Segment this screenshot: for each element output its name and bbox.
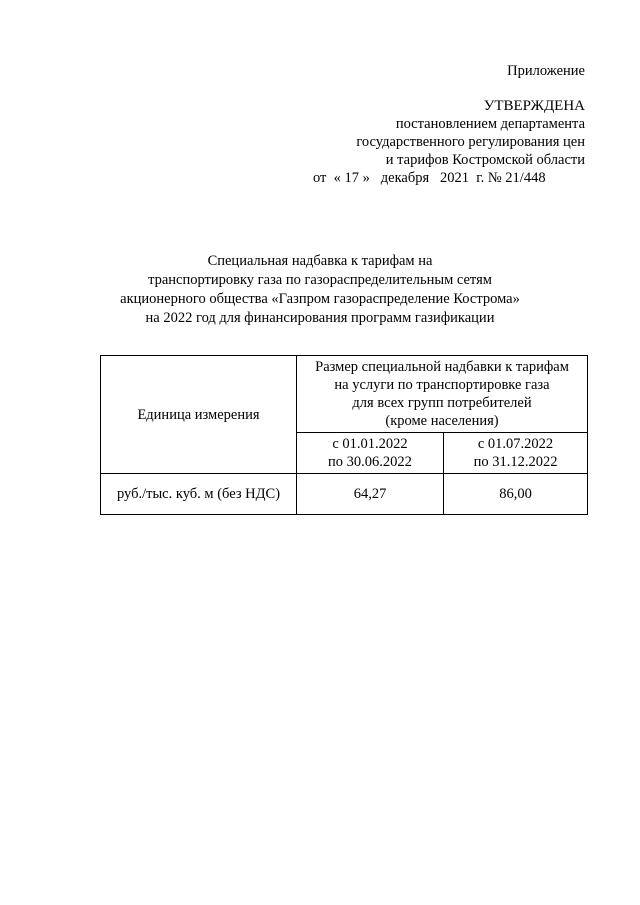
unit-header-cell [101,356,297,474]
period-2-to: по 31.12.2022 [473,454,558,470]
title-line-4: на 2022 год для финансирования программ газификации [145,310,495,326]
period-cell-1 [297,433,444,474]
table-header-row [101,356,588,433]
size-header-line: на услуги по транспортировке газа [334,377,550,393]
title-line-3: акционерного общества «Газпром газораспределение Кострома» [120,291,520,307]
period-1-from: с 01.01.2022 [332,436,408,452]
unit-cell: руб./тыс. куб. м (без НДС) [101,474,297,515]
appendix-label: Приложение [507,63,585,79]
size-header-line: Размер специальной надбавки к тарифам [315,359,569,375]
approval-line-2: государственного регулирования цен [356,134,585,150]
table-row [101,474,588,515]
decree-date-number: от « 17 » декабря 2021 г. № 21/448 [313,170,546,186]
size-header-line: (кроме населения) [385,413,499,429]
period-cell-2 [444,433,588,474]
tariff-table [100,355,588,515]
title-line-1: Специальная надбавка к тарифам на [207,253,433,269]
period-1-to: по 30.06.2022 [328,454,412,470]
size-header-cell [297,356,588,433]
unit-header: Единица измерения [137,406,260,423]
period-2-from: с 01.07.2022 [477,436,554,452]
approval-line-3: и тарифов Костромской области [385,152,585,168]
approval-line-1: постановлением департамента [395,116,585,132]
size-header-line: для всех групп потребителей [352,395,532,411]
approved-heading: УТВЕРЖДЕНА [483,98,585,114]
title-line-2: транспортировку газа по газораспределительным сетям [148,272,492,288]
value-cell-period-2: 86,00 [444,474,588,515]
value-cell-period-1: 64,27 [297,474,444,515]
